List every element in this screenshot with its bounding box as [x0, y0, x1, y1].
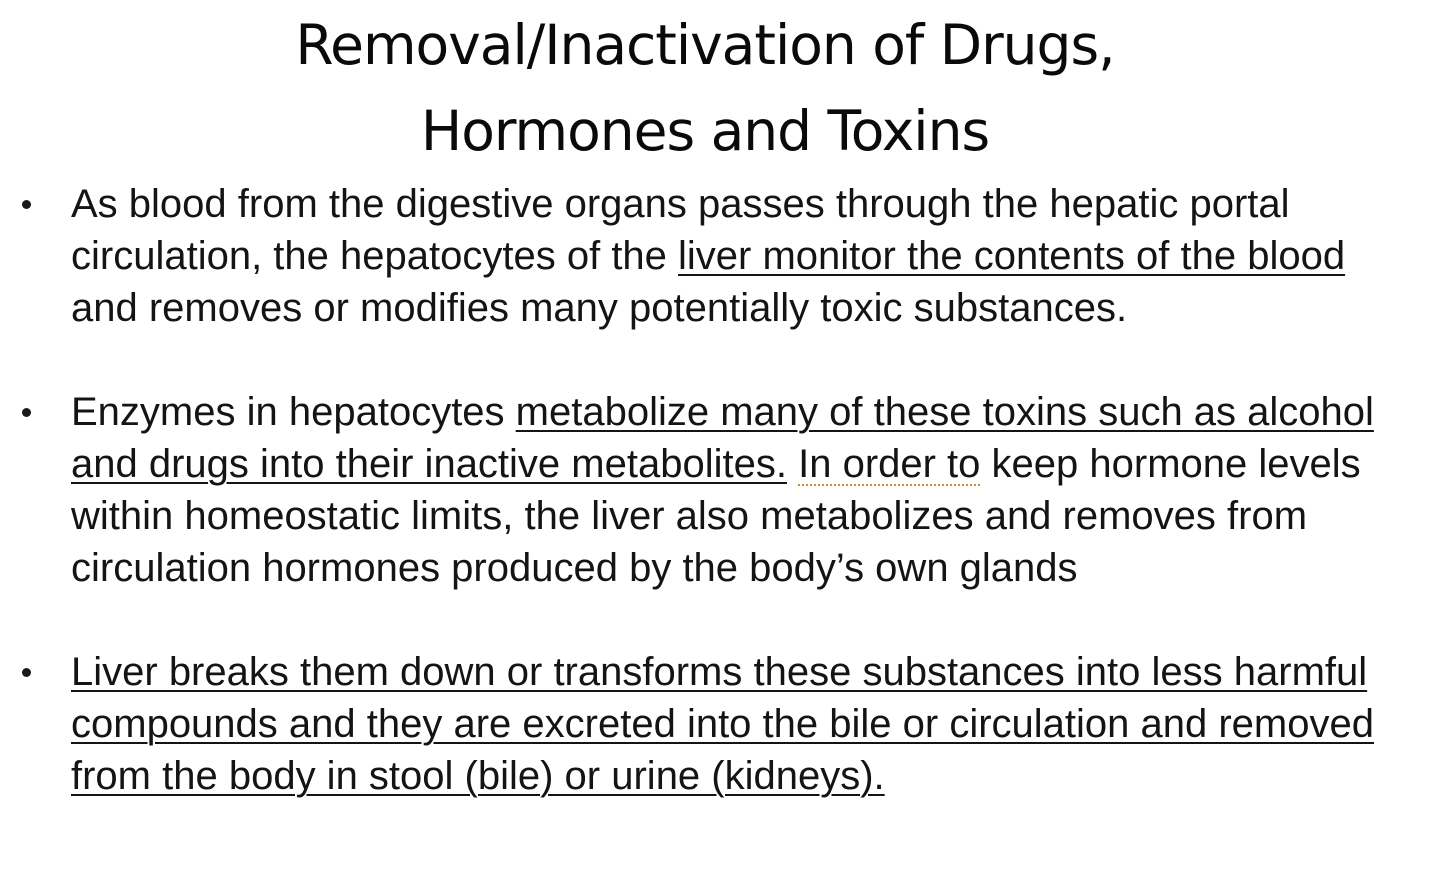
bullet-1-text: As blood from the digestive organs passes through the hepatic portal circulation, the hepatocytes of the	[71, 182, 1290, 278]
bullet-2-space	[787, 442, 798, 486]
bullet-2-underlined: metabolize many of these toxins such as alcohol and drugs into their inactive metabolites.	[71, 390, 1374, 486]
bullet-list	[0, 178, 1440, 802]
bullet-dot-icon	[22, 408, 31, 417]
bullet-2-grammar-flag: In order to	[798, 442, 981, 486]
bullet-item-2	[0, 386, 1440, 594]
bullet-2-text-end: keep hormone levels within homeostatic limits, the liver also metabolizes and removes from circulation hormones produced by the body’s own glands	[71, 442, 1361, 590]
title-line-2: Hormones and Toxins	[420, 99, 990, 163]
bullet-item-1	[0, 178, 1440, 334]
bullet-dot-icon	[22, 200, 31, 209]
title-line-1: Removal/Inactivation of Drugs,	[295, 13, 1115, 77]
bullet-2-text: Enzymes in hepatocytes	[71, 390, 516, 434]
bullet-3-underlined: Liver breaks them down or transforms these substances into less harmful compounds and they are excreted into the bile or circulation and removed from the body in stool (bile) or urine (kidneys).	[71, 650, 1374, 798]
bullet-dot-icon	[22, 668, 31, 677]
bullet-1-underlined: liver monitor the contents of the blood	[678, 234, 1346, 278]
bullet-item-3	[0, 646, 1440, 802]
bullet-1-text-end: and removes or modifies many potentially toxic substances.	[71, 286, 1128, 330]
slide-title	[0, 2, 1410, 174]
